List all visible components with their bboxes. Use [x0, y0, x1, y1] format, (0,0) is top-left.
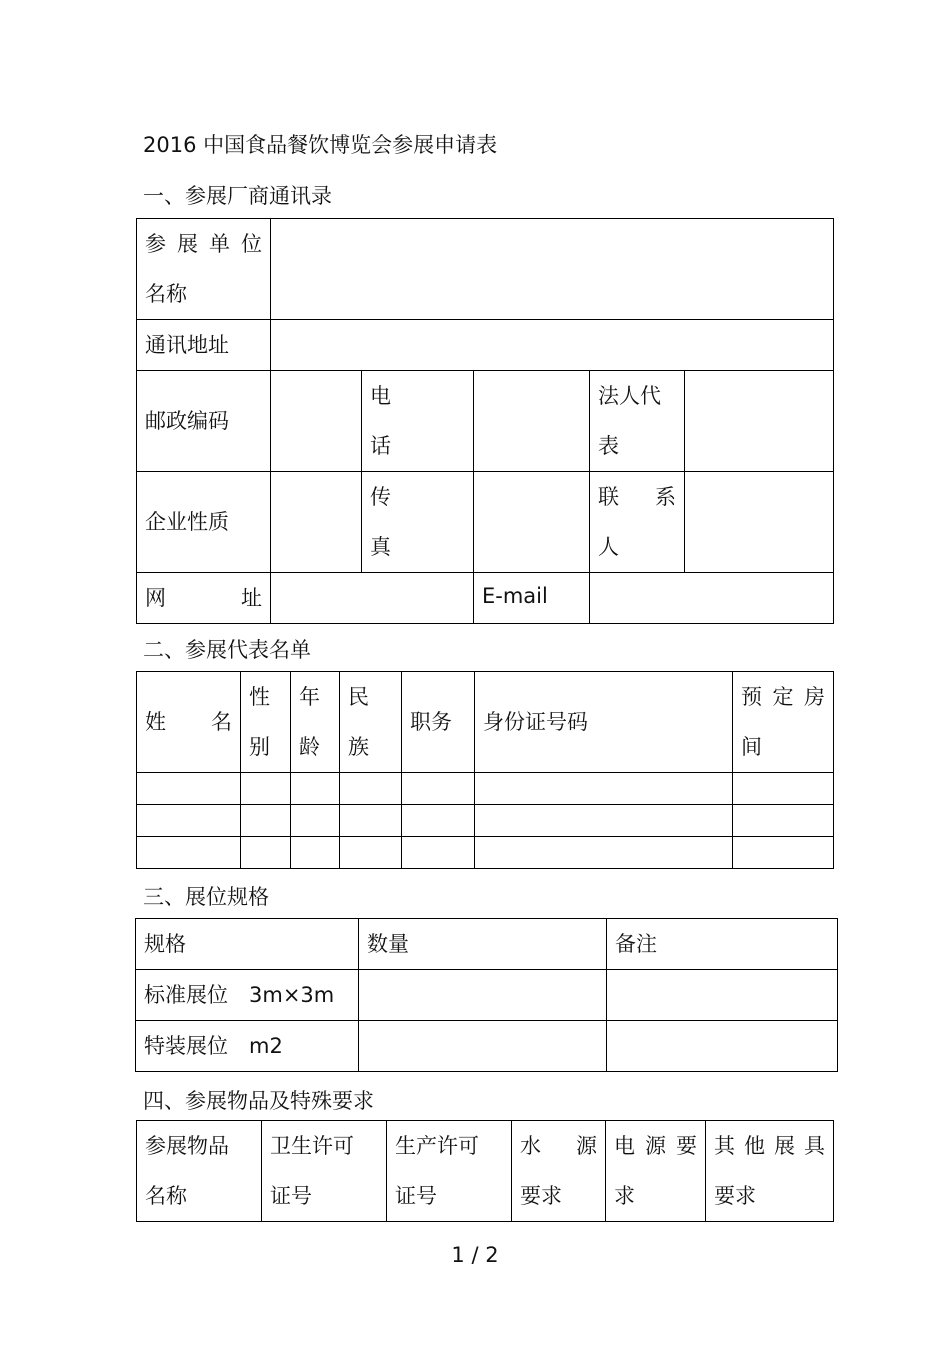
col-other-fixtures-header: 其 他 展 具 要求 [706, 1121, 834, 1222]
standard-booth-label: 标准展位 3m×3m [136, 970, 359, 1021]
position-cell[interactable] [402, 805, 475, 837]
company-type-label: 企业性质 [137, 472, 271, 573]
col-id-number-header: 身份证号码 [475, 672, 733, 773]
standard-booth-quantity-cell[interactable] [359, 970, 607, 1021]
postcode-label: 邮政编码 [137, 371, 271, 472]
room-cell[interactable] [733, 773, 834, 805]
table-row [136, 970, 838, 1021]
website-field[interactable] [271, 573, 474, 624]
name-cell[interactable] [137, 837, 241, 869]
address-field[interactable] [271, 320, 834, 371]
page-indicator: 1 / 2 [451, 1243, 499, 1267]
form-title: 2016 中国食品餐饮博览会参展申请表 [143, 133, 498, 157]
col-gender-header: 性 别 [241, 672, 291, 773]
gender-cell[interactable] [241, 805, 291, 837]
table-row [137, 837, 834, 869]
col-ethnicity-header: 民 族 [340, 672, 402, 773]
col-age-header: 年 龄 [291, 672, 340, 773]
exhibits-table [136, 1120, 834, 1222]
gender-cell[interactable] [241, 837, 291, 869]
age-cell[interactable] [291, 837, 340, 869]
col-power-header: 电 源 要 求 [606, 1121, 706, 1222]
special-booth-remarks-cell[interactable] [607, 1021, 838, 1072]
email-label: E-mail [474, 573, 590, 624]
col-room-header: 预 定 房 间 [733, 672, 834, 773]
col-item-name-header: 参展物品 名称 [137, 1121, 262, 1222]
room-cell[interactable] [733, 837, 834, 869]
contact-person-field[interactable] [685, 472, 834, 573]
email-field[interactable] [590, 573, 834, 624]
id-number-cell[interactable] [475, 805, 733, 837]
col-health-permit-header: 卫生许可 证号 [262, 1121, 387, 1222]
website-label: 网 址 [137, 573, 271, 624]
standard-booth-remarks-cell[interactable] [607, 970, 838, 1021]
exhibitor-name-label: 参 展 单 位 名称 [137, 219, 271, 320]
table-row [136, 1021, 838, 1072]
col-water-header: 水 源 要求 [512, 1121, 606, 1222]
id-number-cell[interactable] [475, 837, 733, 869]
contacts-table [136, 218, 834, 624]
age-cell[interactable] [291, 773, 340, 805]
table-row [137, 773, 834, 805]
col-spec-header: 规格 [136, 919, 359, 970]
name-cell[interactable] [137, 773, 241, 805]
name-cell[interactable] [137, 805, 241, 837]
legal-rep-label: 法人代 表 [590, 371, 685, 472]
room-cell[interactable] [733, 805, 834, 837]
col-remarks-header: 备注 [607, 919, 838, 970]
col-quantity-header: 数量 [359, 919, 607, 970]
exhibitor-name-field[interactable] [271, 219, 834, 320]
ethnicity-cell[interactable] [340, 773, 402, 805]
phone-label: 电 话 [362, 371, 474, 472]
representatives-table [136, 671, 834, 869]
position-cell[interactable] [402, 773, 475, 805]
table-row [137, 805, 834, 837]
section-heading-representatives: 二、参展代表名单 [143, 638, 311, 662]
special-booth-label: 特装展位 m2 [136, 1021, 359, 1072]
section-heading-booth-spec: 三、展位规格 [143, 885, 269, 909]
ethnicity-cell[interactable] [340, 837, 402, 869]
ethnicity-cell[interactable] [340, 805, 402, 837]
postcode-field[interactable] [271, 371, 362, 472]
contact-person-label: 联 系 人 [590, 472, 685, 573]
booth-spec-table [135, 918, 838, 1072]
col-name-header: 姓 名 [137, 672, 241, 773]
special-booth-quantity-cell[interactable] [359, 1021, 607, 1072]
company-type-field[interactable] [271, 472, 362, 573]
section-heading-contacts: 一、参展厂商通讯录 [143, 184, 332, 208]
col-production-permit-header: 生产许可 证号 [387, 1121, 512, 1222]
fax-field[interactable] [474, 472, 590, 573]
legal-rep-field[interactable] [685, 371, 834, 472]
fax-label: 传 真 [362, 472, 474, 573]
age-cell[interactable] [291, 805, 340, 837]
section-heading-exhibits: 四、参展物品及特殊要求 [143, 1089, 374, 1113]
phone-field[interactable] [474, 371, 590, 472]
id-number-cell[interactable] [475, 773, 733, 805]
gender-cell[interactable] [241, 773, 291, 805]
address-label: 通讯地址 [137, 320, 271, 371]
col-position-header: 职务 [402, 672, 475, 773]
position-cell[interactable] [402, 837, 475, 869]
